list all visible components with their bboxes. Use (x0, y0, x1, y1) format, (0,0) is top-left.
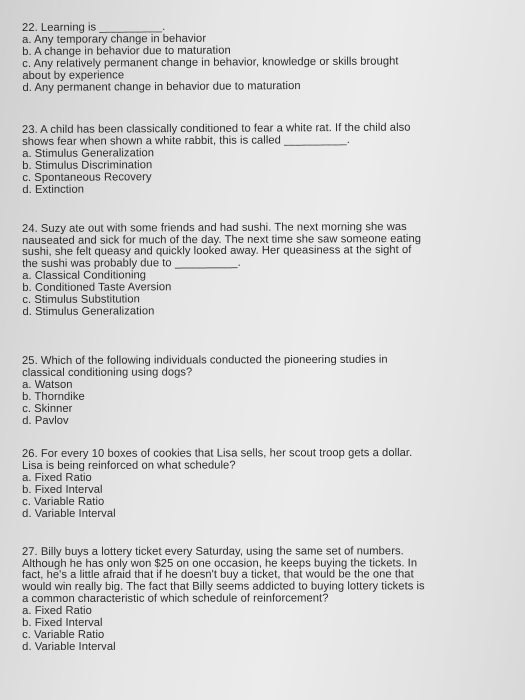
answer-option-d: d. Variable Interval (22, 507, 116, 521)
answer-option-c: c. Skinner (22, 402, 73, 415)
answer-option-b: b. Fixed Interval (22, 483, 103, 496)
answer-option-b: b. A change in behavior due to maturation (22, 44, 231, 59)
question-stem: 27. Billy buys a lottery ticket every Saturday, using the same set of numbers. Although he has only won $25 on one occasion, he keeps buying the tickets. In fact, he's a little afraid that if he doesn't buy a ticket, that would be the one that would win really big. The fact that Billy seems addicted to buying lottery tickets is a common characteristic of which schedule of reinforcement? (21, 545, 425, 605)
answer-option-c: c. Spontaneous Recovery (22, 171, 152, 184)
answer-option-d: d. Stimulus Generalization (22, 305, 155, 319)
answer-option-d: d. Pavlov (22, 414, 69, 428)
answer-option-c: c. Variable Ratio (22, 495, 105, 508)
question-stem: 24. Suzy ate out with some friends and had sushi. The next morning she was nauseated and sick for much of the day. The next time she saw someone eating sushi, she felt queasy and quickly looked away. Her queasiness at the sight of the sushi was probably due to __________. (21, 220, 422, 271)
question-22 (22, 20, 512, 95)
answer-option-a: a. Stimulus Generalization (22, 146, 155, 160)
answer-option-b: b. Fixed Interval (22, 616, 103, 629)
answer-option-a: a. Any temporary change in behavior (22, 32, 207, 47)
question-27 (22, 546, 512, 654)
question-23 (22, 122, 512, 197)
question-25 (22, 354, 512, 427)
answer-option-d: d. Variable Interval (22, 641, 116, 654)
answer-option-a: a. Fixed Ratio (22, 604, 92, 617)
answer-option-b: b. Conditioned Taste Aversion (22, 281, 172, 295)
answer-option-d: d. Extinction (22, 183, 85, 197)
answer-option-c: c. Stimulus Substitution (22, 293, 140, 307)
answer-option-b: b. Stimulus Discrimination (22, 159, 153, 172)
question-24 (22, 221, 512, 319)
question-stem: 25. Which of the following individuals conducted the pioneering studies in classical conditioning using dogs? (21, 353, 388, 379)
answer-option-a: a. Fixed Ratio (22, 471, 92, 484)
answer-option-c: c. Any relatively permanent change in behavior, knowledge or skills brought about by experience (22, 55, 399, 82)
question-stem: 23. A child has been classically conditioned to fear a white rat. If the child also shows fear when shown a white rabbit, this is called __________. (21, 121, 411, 148)
answer-option-d: d. Any permanent change in behavior due to maturation (22, 80, 301, 95)
answer-option-b: b. Thorndike (22, 390, 85, 403)
question-stem: 22. Learning is __________. (21, 21, 166, 34)
answer-option-c: c. Variable Ratio (22, 628, 105, 642)
question-26 (22, 448, 512, 521)
question-stem: 26. For every 10 boxes of cookies that Lisa sells, her scout troop gets a dollar. Lisa is being reinforced on what schedule? (21, 446, 413, 472)
answer-option-a: a. Classical Conditioning (22, 269, 147, 283)
answer-option-a: a. Watson (22, 378, 73, 391)
